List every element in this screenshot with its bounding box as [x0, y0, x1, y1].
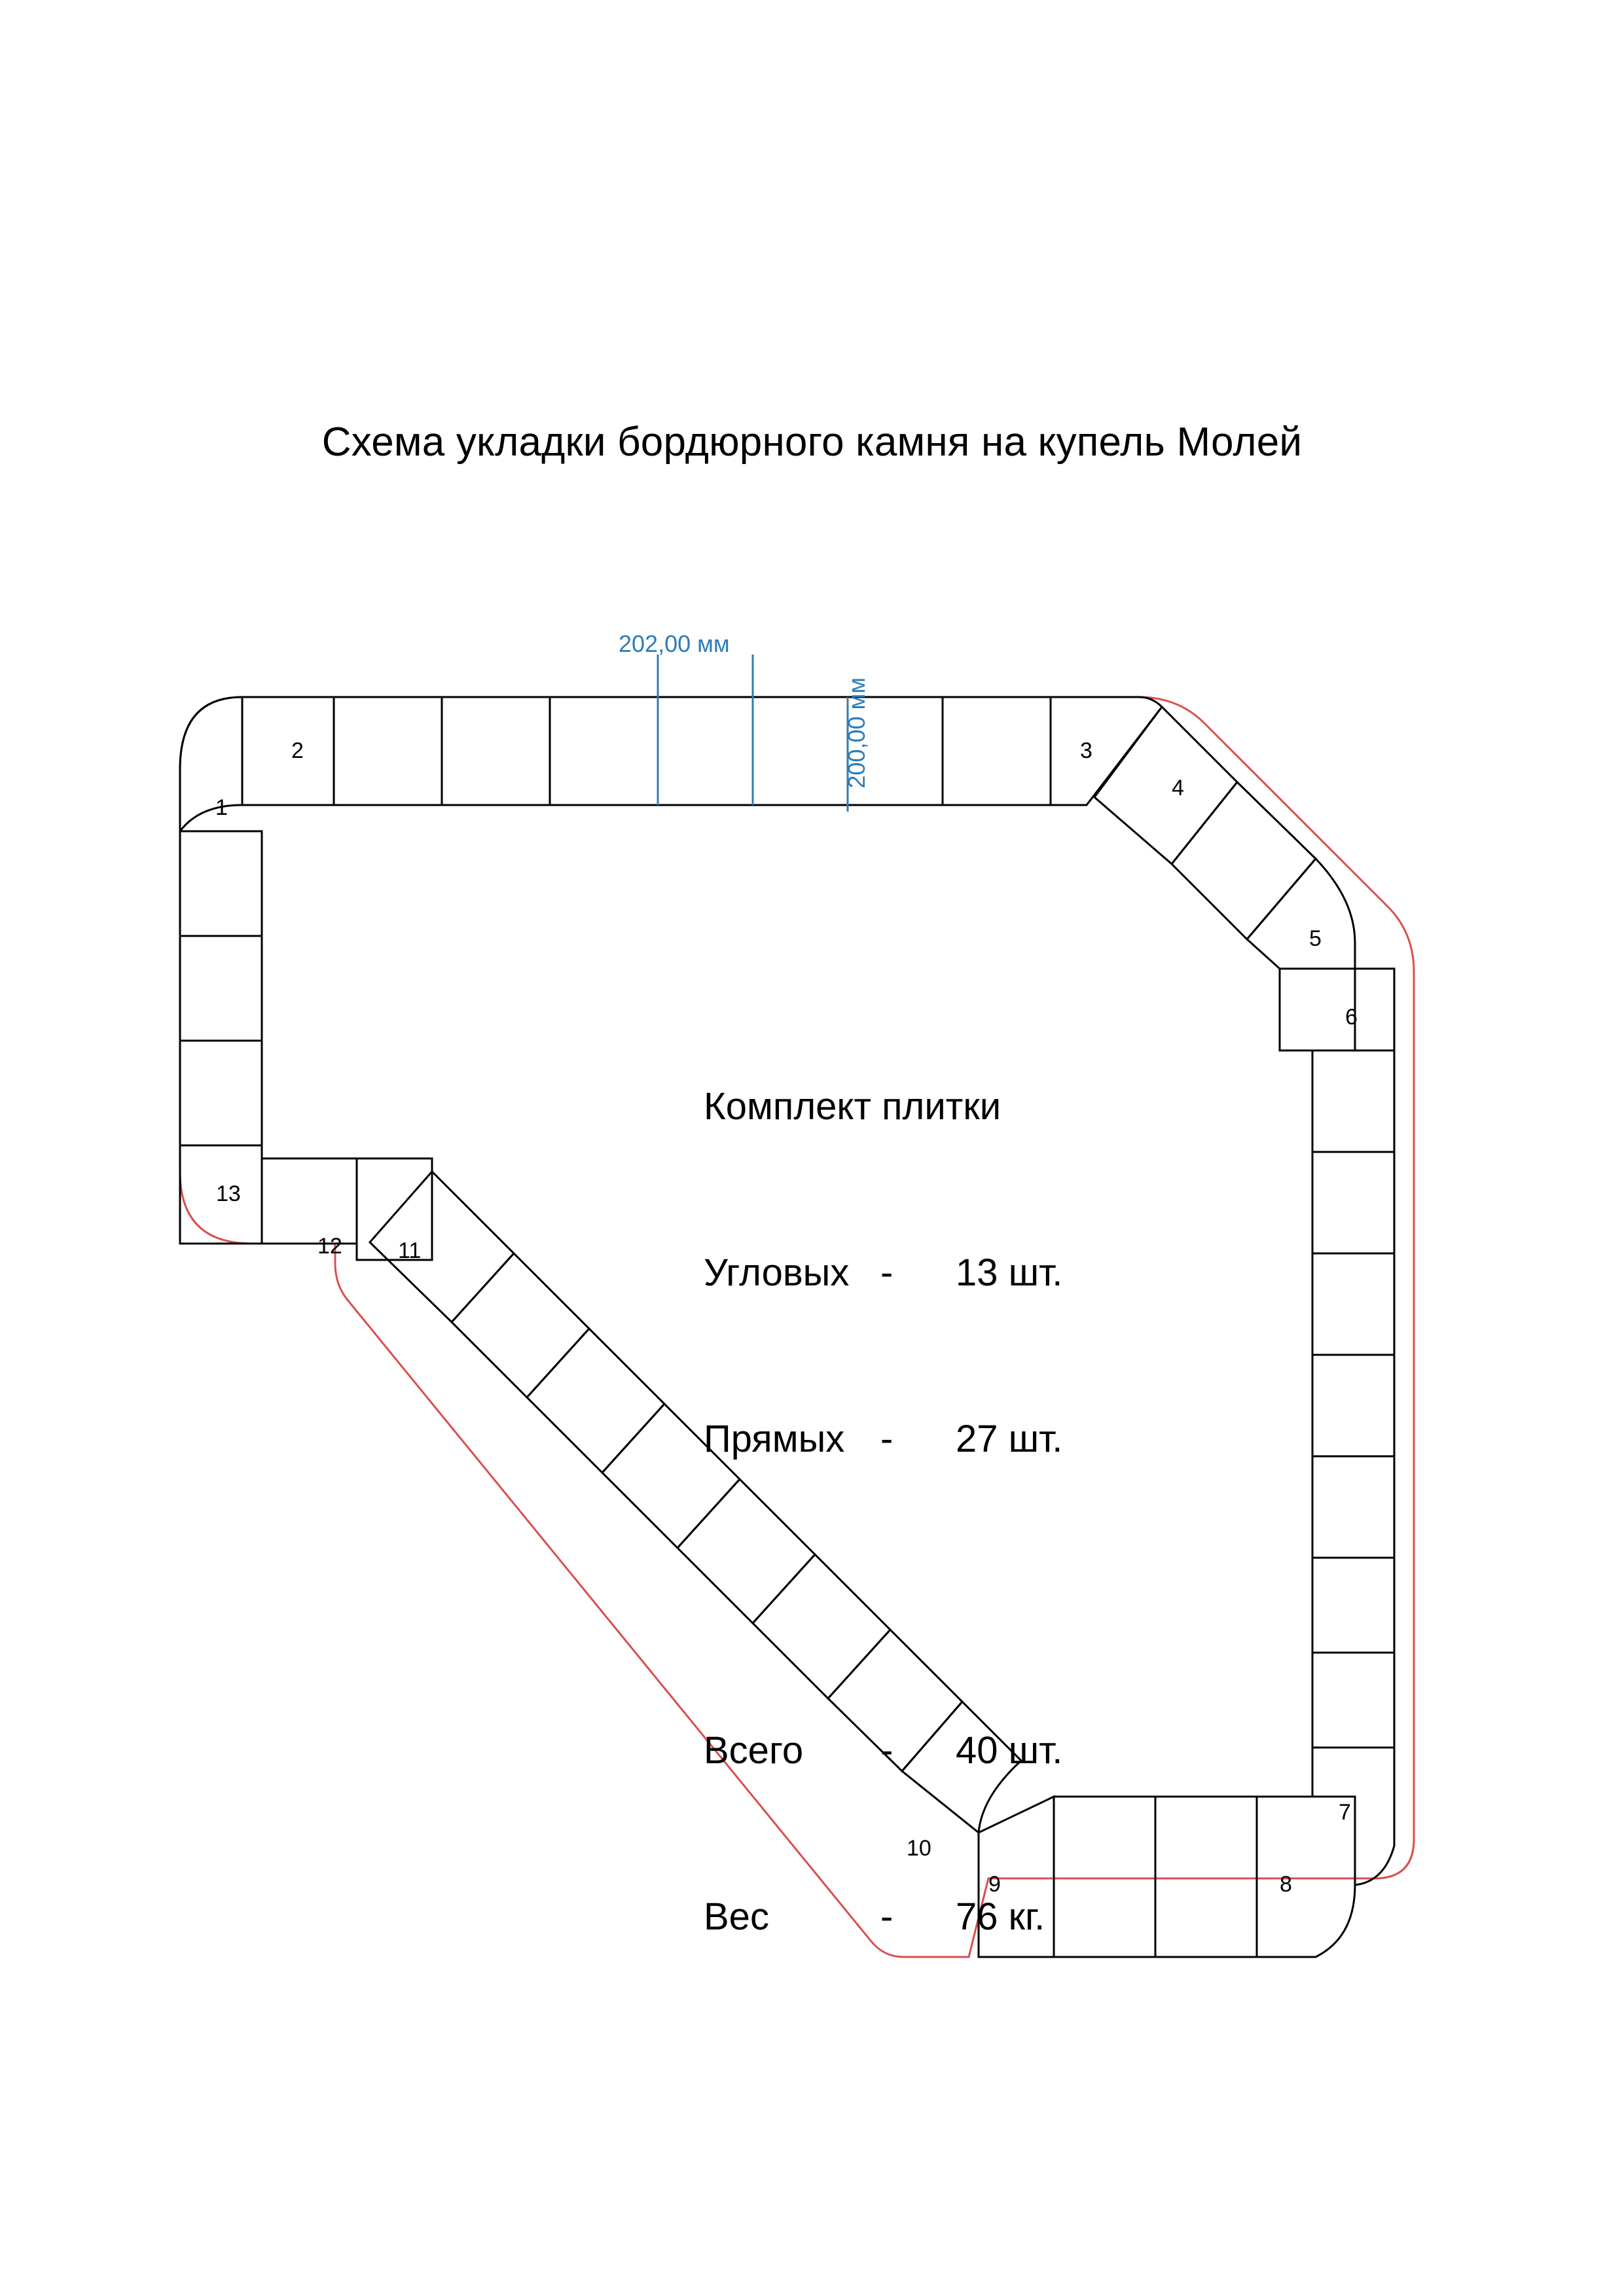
page-title: Схема укладки бордюрного камня на купель Молей	[321, 420, 1303, 465]
tile-number: 6	[1345, 1005, 1358, 1030]
tile-number: 11	[398, 1238, 422, 1263]
tile-number: 3	[1080, 738, 1092, 763]
tile-number: 9	[988, 1872, 1001, 1897]
tile-number: 10	[907, 1836, 931, 1861]
legend-label-weight: Вес	[704, 1895, 769, 1938]
tile-number: 7	[1339, 1800, 1351, 1825]
legend-row-total	[704, 1723, 1062, 1779]
legend-spacer	[704, 1578, 1062, 1612]
legend-value-total: 40 шт.	[956, 1729, 1063, 1772]
tiles-right-column	[1280, 969, 1394, 1748]
tile-number: 1	[215, 795, 228, 820]
tile-number: 5	[1309, 926, 1322, 951]
tiles-top-row	[180, 697, 1355, 969]
legend-label-total: Всего	[704, 1729, 804, 1772]
legend-row-straight	[704, 1412, 1062, 1467]
legend-dash: -	[880, 1895, 893, 1938]
legend-label-corner: Угловых	[704, 1251, 850, 1295]
legend-dash: -	[880, 1251, 893, 1295]
tile-number: 13	[216, 1181, 241, 1206]
legend-row-corner	[704, 1246, 1062, 1301]
dimension-lines	[658, 655, 848, 812]
tile-number: 8	[1280, 1872, 1292, 1897]
legend-value-straight: 27 шт.	[956, 1418, 1063, 1461]
dimension-label-horizontal: 202,00 мм	[619, 630, 730, 657]
tile-number: 12	[317, 1234, 342, 1259]
legend-dash: -	[880, 1418, 893, 1461]
legend-dash: -	[880, 1729, 893, 1772]
legend-label-straight: Прямых	[704, 1418, 845, 1461]
tile-number: 2	[291, 738, 304, 763]
legend-row-weight	[704, 1890, 1062, 1945]
legend-heading: Комплект плитки	[704, 1085, 1001, 1128]
tiles-bottom-row	[1054, 1748, 1394, 1957]
dimension-label-vertical: 200,00 мм	[843, 677, 870, 789]
legend-value-corner: 13 шт.	[956, 1251, 1063, 1295]
tile-number: 4	[1172, 776, 1184, 800]
tile-set-legend	[704, 969, 1062, 2056]
legend-value-weight: 76 кг.	[956, 1895, 1045, 1938]
